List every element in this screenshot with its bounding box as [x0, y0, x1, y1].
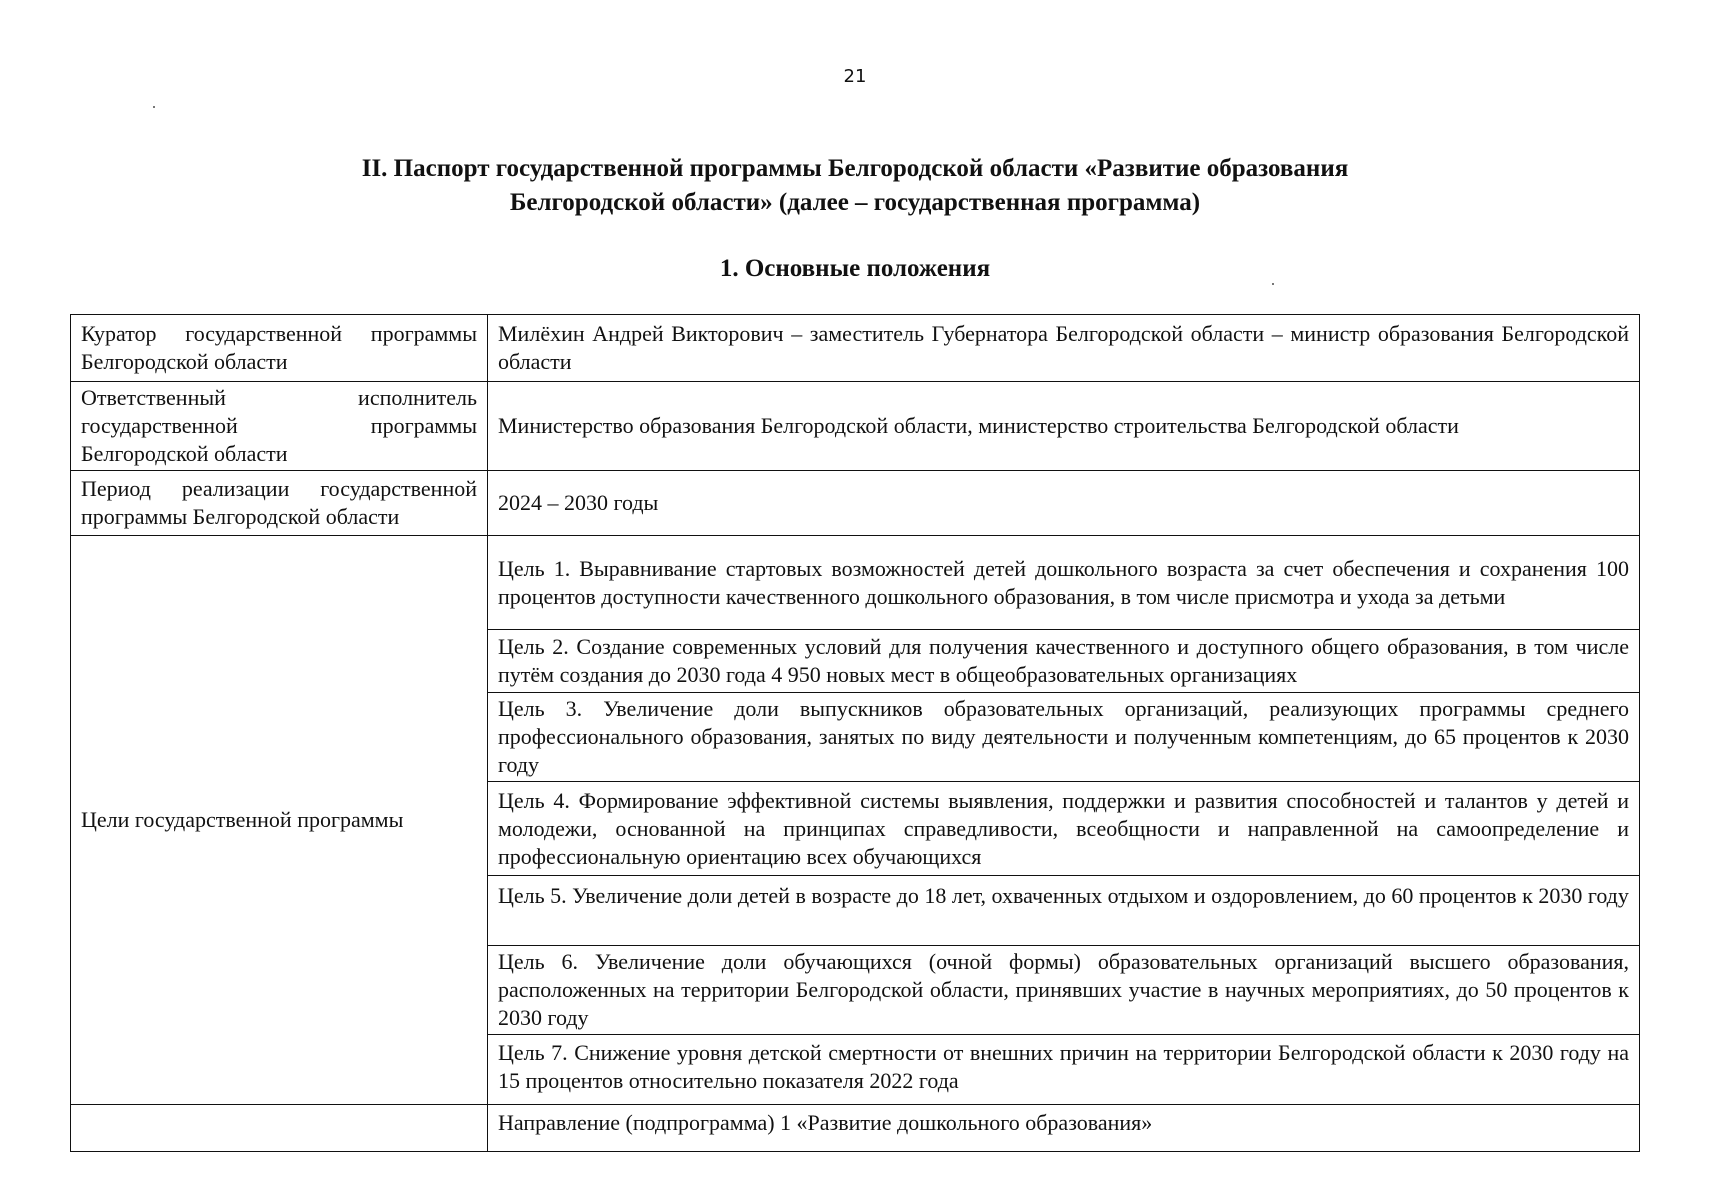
direction-value: Направление (подпрограмма) 1 «Развитие дошкольного образования» [488, 1105, 1640, 1152]
goal-2: Цель 2. Создание современных условий для получения качественного и доступного общего образования, в том числе путём создания до 2030 года 4 950 новых мест в общеобразовательных организациях [488, 630, 1640, 693]
table-row-goal-1 [71, 536, 1640, 630]
goal-7: Цель 7. Снижение уровня детской смертности от внешних причин на территории Белгородской области к 2030 году на 15 процентов относительно показателя 2022 года [488, 1035, 1640, 1105]
scan-speck [153, 106, 155, 108]
goal-1: Цель 1. Выравнивание стартовых возможностей детей дошкольного возраста за счет обеспечения и сохранения 100 процентов доступности качественного дошкольного образования, в том числе присмотра и ухода за детьми [488, 536, 1640, 630]
document-title-line-2: Белгородской области» (далее – государственная программа) [509, 189, 1201, 216]
goal-3: Цель 3. Увеличение доли выпускников образовательных организаций, реализующих программы среднего профессионального образования, занятых по виду деятельности и полученным компетенциям, до 65 процентов к 2030 году [488, 693, 1640, 782]
table-row-executor [71, 382, 1640, 471]
curator-value: Милёхин Андрей Викторович – заместитель Губернатора Белгородской области – министр образования Белгородской области [488, 315, 1640, 382]
period-value: 2024 – 2030 годы [488, 471, 1640, 536]
curator-label: Куратор государственной программы Белгородской области [71, 315, 488, 382]
document-title [0, 152, 1710, 220]
table-row-period [71, 471, 1640, 536]
page-number: 21 [843, 66, 867, 87]
executor-value: Министерство образования Белгородской области, министерство строительства Белгородской области [488, 382, 1640, 471]
goals-label: Цели государственной программы [71, 536, 488, 1105]
direction-label [71, 1105, 488, 1152]
section-title: 1. Основные положения [719, 255, 991, 282]
table-row-curator [71, 315, 1640, 382]
program-passport-table [70, 314, 1640, 1152]
scan-speck [1272, 283, 1274, 285]
goal-4: Цель 4. Формирование эффективной системы выявления, поддержки и развития способностей и талантов у детей и молодежи, основанной на принципах справедливости, всеобщности и направленной на самоопределение и профессиональную ориентацию всех обучающихся [488, 782, 1640, 876]
period-label: Период реализации государственной программы Белгородской области [71, 471, 488, 536]
document-title-line-1: II. Паспорт государственной программы Белгородской области «Развитие образования [361, 155, 1349, 182]
goal-5: Цель 5. Увеличение доли детей в возрасте до 18 лет, охваченных отдыхом и оздоровлением, до 60 процентов к 2030 году [488, 876, 1640, 946]
table-row-direction [71, 1105, 1640, 1152]
executor-label: Ответственный исполнитель государственной программы Белгородской области [71, 382, 488, 471]
goal-6: Цель 6. Увеличение доли обучающихся (очной формы) образовательных организаций высшего образования, расположенных на территории Белгородской области, принявших участие в научных мероприятиях, до 50 процентов к 2030 году [488, 946, 1640, 1035]
